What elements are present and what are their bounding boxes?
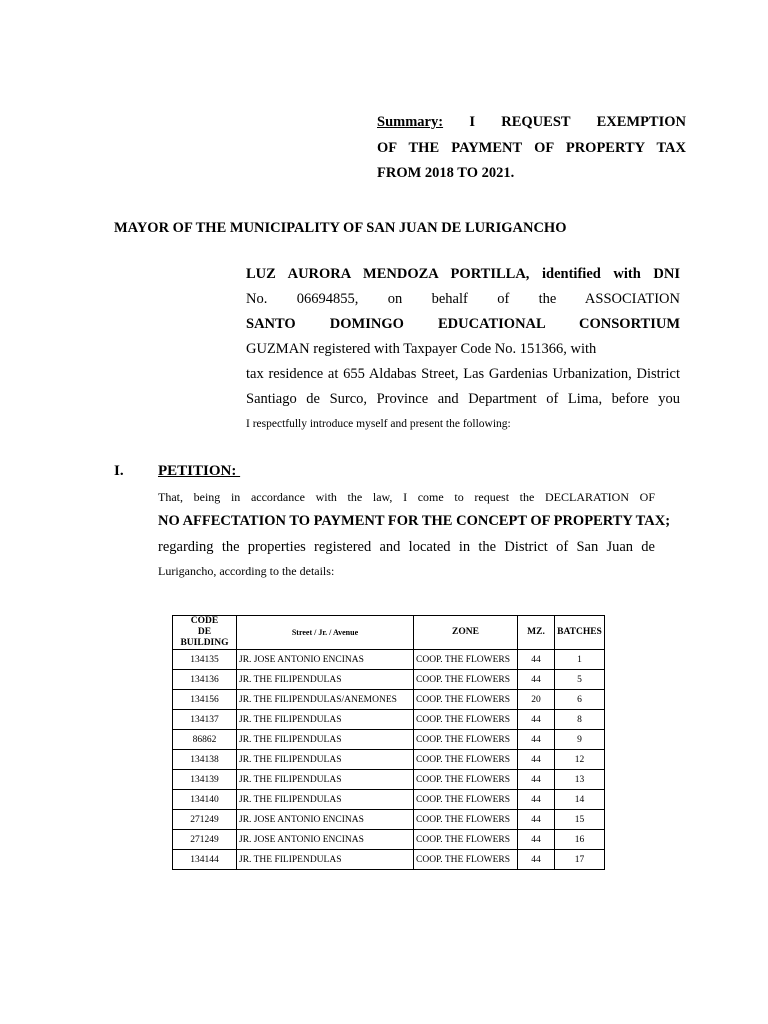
petition-paragraph (158, 486, 671, 582)
table-row (173, 650, 605, 670)
intro-line-2: No. 06694855, on behalf of the ASSOCIATION (246, 291, 680, 307)
cell-mz: 44 (518, 750, 555, 770)
cell-code: 134136 (173, 670, 237, 690)
cell-street: JR. THE FILIPENDULAS/ANEMONES (237, 690, 414, 710)
cell-zone: COOP. THE FLOWERS (414, 830, 518, 850)
cell-mz: 44 (518, 770, 555, 790)
cell-batch: 14 (555, 790, 605, 810)
addressee-heading: MAYOR OF THE MUNICIPALITY OF SAN JUAN DE LURIGANCHO (114, 220, 567, 236)
cell-batch: 8 (555, 710, 605, 730)
cell-mz: 44 (518, 730, 555, 750)
cell-mz: 44 (518, 790, 555, 810)
intro-line-5: tax residence at 655 Aldabas Street, Las Gardenias Urbanization, District (246, 366, 680, 382)
cell-street: JR. THE FILIPENDULAS (237, 850, 414, 870)
summary-text-1: I REQUEST EXEMPTION (469, 114, 686, 130)
cell-zone: COOP. THE FLOWERS (414, 670, 518, 690)
header-batches: BATCHES (555, 616, 605, 650)
cell-mz: 44 (518, 850, 555, 870)
cell-batch: 12 (555, 750, 605, 770)
summary-line-2: OF THE PAYMENT OF PROPERTY TAX (377, 139, 686, 156)
cell-batch: 16 (555, 830, 605, 850)
table-row (173, 850, 605, 870)
cell-street: JR. THE FILIPENDULAS (237, 730, 414, 750)
header-code-line-1: CODE (190, 616, 219, 626)
cell-code: 271249 (173, 810, 237, 830)
header-code-line-2: DE (197, 627, 212, 637)
cell-mz: 44 (518, 810, 555, 830)
cell-mz: 20 (518, 690, 555, 710)
cell-batch: 17 (555, 850, 605, 870)
cell-batch: 6 (555, 690, 605, 710)
table-row (173, 790, 605, 810)
cell-zone: COOP. THE FLOWERS (414, 730, 518, 750)
section-title: PETITION: (158, 463, 241, 479)
table-row (173, 730, 605, 750)
cell-street: JR. JOSE ANTONIO ENCINAS (237, 810, 414, 830)
cell-batch: 1 (555, 650, 605, 670)
cell-code: 271249 (173, 830, 237, 850)
table-row (173, 750, 605, 770)
table-row (173, 690, 605, 710)
summary-block (377, 110, 686, 187)
cell-zone: COOP. THE FLOWERS (414, 770, 518, 790)
section-number: I. (114, 463, 124, 479)
table-row (173, 830, 605, 850)
cell-code: 134156 (173, 690, 237, 710)
cell-batch: 9 (555, 730, 605, 750)
cell-batch: 13 (555, 770, 605, 790)
intro-paragraph (246, 262, 680, 437)
cell-zone: COOP. THE FLOWERS (414, 650, 518, 670)
petition-line-2: NO AFFECTATION TO PAYMENT FOR THE CONCEPT OF PROPERTY TAX; (158, 513, 671, 529)
cell-mz: 44 (518, 650, 555, 670)
cell-code: 134137 (173, 710, 237, 730)
intro-line-1: LUZ AURORA MENDOZA PORTILLA, identified with DNI (246, 266, 680, 282)
intro-line-4: GUZMAN registered with Taxpayer Code No. 151366, with (246, 341, 597, 357)
petition-line-3: regarding the properties registered and located in the District of San Juan de (158, 539, 655, 555)
cell-zone: COOP. THE FLOWERS (414, 690, 518, 710)
cell-street: JR. THE FILIPENDULAS (237, 770, 414, 790)
petition-line-1: That, being in accordance with the law, I come to request the DECLARATION OF (158, 490, 655, 504)
table-row (173, 710, 605, 730)
intro-line-3: SANTO DOMINGO EDUCATIONAL CONSORTIUM (246, 316, 680, 332)
cell-street: JR. THE FILIPENDULAS (237, 670, 414, 690)
cell-code: 134138 (173, 750, 237, 770)
cell-zone: COOP. THE FLOWERS (414, 810, 518, 830)
cell-street: JR. THE FILIPENDULAS (237, 750, 414, 770)
cell-code: 134144 (173, 850, 237, 870)
cell-code: 134140 (173, 790, 237, 810)
cell-street: JR. THE FILIPENDULAS (237, 710, 414, 730)
cell-code: 134139 (173, 770, 237, 790)
cell-mz: 44 (518, 830, 555, 850)
table-row (173, 770, 605, 790)
cell-zone: COOP. THE FLOWERS (414, 790, 518, 810)
cell-batch: 15 (555, 810, 605, 830)
cell-batch: 5 (555, 670, 605, 690)
petition-line-4: Lurigancho, according to the details: (158, 564, 335, 578)
cell-street: JR. JOSE ANTONIO ENCINAS (237, 650, 414, 670)
table-body (173, 650, 605, 870)
header-code-line-3: BUILDING (180, 638, 229, 648)
cell-zone: COOP. THE FLOWERS (414, 850, 518, 870)
summary-label: Summary: (377, 114, 444, 130)
table-row (173, 810, 605, 830)
intro-line-6: Santiago de Surco, Province and Department of Lima, before you (246, 391, 680, 407)
cell-code: 134135 (173, 650, 237, 670)
table-header-row (173, 616, 605, 650)
cell-mz: 44 (518, 670, 555, 690)
table-row (173, 670, 605, 690)
summary-line-3: FROM 2018 TO 2021. (377, 165, 515, 181)
cell-street: JR. JOSE ANTONIO ENCINAS (237, 830, 414, 850)
header-zone: ZONE (414, 616, 518, 650)
cell-mz: 44 (518, 710, 555, 730)
cell-zone: COOP. THE FLOWERS (414, 710, 518, 730)
cell-zone: COOP. THE FLOWERS (414, 750, 518, 770)
header-street: Street / Jr. / Avenue (237, 616, 414, 650)
cell-street: JR. THE FILIPENDULAS (237, 790, 414, 810)
intro-line-7: I respectfully introduce myself and present the following: (246, 418, 511, 430)
properties-table (172, 615, 605, 870)
header-mz: MZ. (518, 616, 555, 650)
header-code (173, 616, 237, 650)
summary-line-1 (377, 110, 686, 136)
cell-code: 86862 (173, 730, 237, 750)
